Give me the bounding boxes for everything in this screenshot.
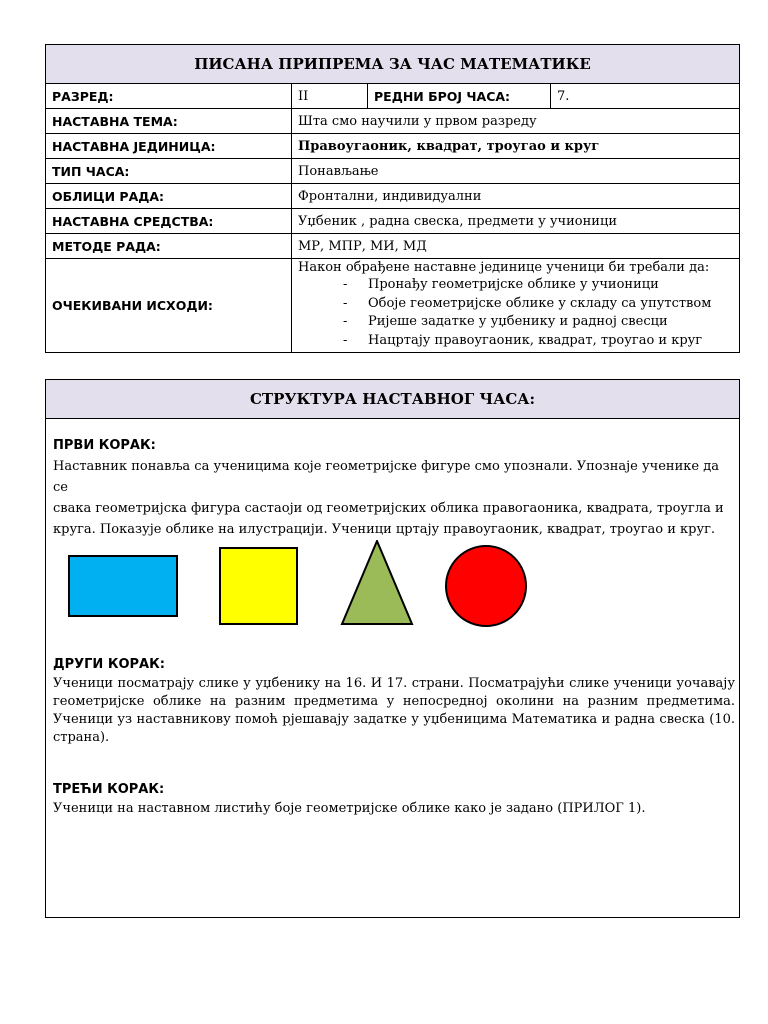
lesson-structure-box (45, 379, 740, 918)
methods-value: МР, МПР, МИ, МД (292, 234, 740, 259)
outcome-item: - Пронађу геометријске облике у учионици (343, 277, 659, 292)
grade-label: РАЗРЕД: (46, 84, 292, 109)
step-one (53, 436, 735, 540)
outcomes-list (298, 277, 733, 349)
grade-value: II (292, 84, 368, 109)
teaching-aids-value: Уџбеник , радна свеска, предмети у учионици (292, 209, 740, 234)
outcome-item: - Нацртају правоугаоник, квадрат, троугао и круг (343, 332, 703, 348)
step-three (53, 780, 735, 818)
outcomes-label: ОЧЕКИВАНИ ИСХОДИ: (46, 259, 292, 353)
step-three-text: Ученици на наставном листићу боје геометријске облике како је задано (ПРИЛОГ 1). (53, 801, 646, 816)
step-two-title: ДРУГИ КОРАК: (53, 657, 165, 672)
lesson-info-table (45, 44, 740, 353)
step-two-text: Ученици посматрају слике у уџбенику на 16. И 17. страни. Посматрајући слике ученици уочавају геометријске облике на разним предметима у непосредној околини на разним предметима. Ученици уз наставникову помоћ рјешавају задатке у уџбеницима Математика и радна свеска (10. страна). (53, 676, 735, 745)
outcome-item: - Обоје геометријске облике у складу са упутством (343, 295, 712, 311)
outcomes-cell (292, 259, 740, 353)
topic-value: Шта смо научили у првом разреду (292, 109, 740, 134)
methods-label: МЕТОДЕ РАДА: (46, 234, 292, 259)
lesson-number-label: РЕДНИ БРОЈ ЧАСА: (368, 84, 551, 109)
unit-label: НАСТАВНА ЈЕДИНИЦА: (46, 134, 292, 159)
topic-label: НАСТАВНА ТЕМА: (46, 109, 292, 134)
circle-shape (446, 546, 526, 626)
step-three-title: ТРЕЋИ КОРАК: (53, 782, 165, 797)
lesson-type-label: ТИП ЧАСА: (46, 159, 292, 184)
unit-value: Правоугаоник, квадрат, троугао и круг (292, 134, 740, 159)
work-forms-label: ОБЛИЦИ РАДА: (46, 184, 292, 209)
page-title: ПИСАНА ПРИПРЕМА ЗА ЧАС МАТЕМАТИКЕ (46, 45, 740, 84)
step-one-title: ПРВИ КОРАК: (53, 438, 156, 453)
outcome-text: Пронађу геометријске облике у учионици (368, 277, 659, 292)
outcome-text: Обоје геометријске облике у складу са упутством (368, 295, 712, 311)
structure-title: СТРУКТУРА НАСТАВНОГ ЧАСА: (46, 380, 739, 419)
triangle-shape (342, 541, 412, 624)
outcome-text: Ријеше задатке у уџбенику и радној свесци (368, 314, 668, 329)
outcome-item: - Ријеше задатке у уџбенику и радној свесци (343, 314, 668, 329)
geometric-shapes-illustration (66, 540, 546, 630)
lesson-type-value: Понављање (292, 159, 740, 184)
rectangle-shape (69, 556, 177, 616)
step-one-line: свака геометријска фигура састаоји од геометријских облика правогаоника, квадрата, троугла и (53, 501, 724, 516)
square-shape (220, 548, 297, 624)
teaching-aids-label: НАСТАВНА СРЕДСТВА: (46, 209, 292, 234)
step-two (53, 655, 735, 747)
work-forms-value: Фронтални, индивидуални (292, 184, 740, 209)
outcomes-intro: Након обрађене наставне јединице ученици би требали да: (298, 260, 710, 275)
step-one-line: Наставник понавља са ученицима које геометријске фигуре смо упознали. Упознаје ученике да се (53, 459, 719, 495)
lesson-number-value: 7. (551, 84, 740, 109)
outcome-text: Нацртају правоугаоник, квадрат, троугао и круг (368, 332, 703, 348)
step-one-line: круга. Показује облике на илустрацији. Ученици цртају правоугаоник, квадрат, троугао и круг. (53, 522, 716, 537)
